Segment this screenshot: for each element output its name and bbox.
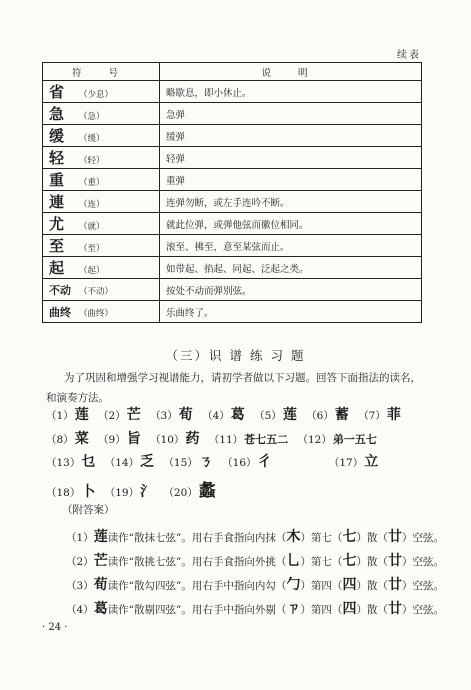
symbol-cell	[43, 125, 160, 147]
answer-item: （2）芒读作“散挑七弦”。用右手食指向外挑（乚）第七（七）散（廿）空弦。	[66, 553, 444, 569]
table-row	[43, 125, 422, 147]
table-row	[43, 213, 422, 235]
explanation-cell: 重弹	[160, 169, 422, 191]
symbol-cell	[43, 103, 160, 125]
table-row	[43, 81, 422, 103]
table-row	[43, 169, 422, 191]
explanation-cell: 轻弹	[160, 147, 422, 169]
symbol-cell	[43, 279, 160, 301]
question-item: （9）旨	[98, 431, 141, 447]
jianzi-glyph: 缓	[49, 127, 65, 145]
jianzi-glyph: 不动	[49, 283, 71, 297]
jianzi-glyph: 轻	[49, 149, 65, 167]
explanation-cell: 乐曲终了。	[160, 301, 422, 323]
jianzi-glyph: 急	[49, 105, 65, 123]
symbol-reading: （起）	[79, 266, 105, 276]
symbol-table	[42, 62, 422, 323]
question-item: （8）菜	[46, 431, 89, 447]
symbol-cell	[43, 257, 160, 279]
question-item: （1）莲	[46, 407, 89, 423]
question-item: （4）葛	[202, 407, 245, 423]
question-item: （20）蠡	[163, 481, 216, 501]
table-row	[43, 191, 422, 213]
jianzi-glyph: 至	[49, 237, 65, 255]
explanation-cell: 就此位弹，或弹他弦而徽位相同。	[160, 213, 422, 235]
symbol-cell	[43, 191, 160, 213]
question-item: （15）ㄋ	[163, 454, 213, 470]
table-row	[43, 103, 422, 125]
header-explanation: 说 明	[160, 63, 422, 81]
question-item: （12）弟一五七	[297, 433, 377, 446]
question-item: （6）蓄	[306, 407, 349, 423]
question-item: （5）莲	[254, 407, 297, 423]
symbol-reading: （至）	[79, 244, 105, 254]
symbol-reading: （重）	[79, 178, 105, 188]
table-row	[43, 301, 422, 323]
symbol-reading: （缓）	[79, 134, 105, 144]
symbol-reading: （少息）	[79, 90, 114, 100]
jianzi-glyph: 起	[49, 259, 65, 277]
question-line-4	[46, 476, 222, 501]
symbol-cell	[43, 147, 160, 169]
continued-label: 续表	[397, 50, 421, 61]
question-item: （16）彳	[222, 454, 272, 470]
question-item: （13）乜	[46, 454, 96, 470]
answer-item: （3）荀读作“散勾四弦”。用右手中指向内勾（勹）第四（四）散（廿）空弦。	[66, 577, 444, 593]
intro-paragraph: 为了巩固和增强学习视谱能力，请初学者做以下习题。回答下面指法的读名，和演奏方法。	[46, 372, 421, 404]
table-row	[43, 235, 422, 257]
question-item: （11）苍七五二	[208, 433, 289, 446]
answer-item: （1）莲读作“散抹七弦”。用右手食指向内抹（木）第七（七）散（廿）空弦。	[66, 529, 444, 545]
jianzi-glyph: 尤	[49, 215, 65, 233]
jianzi-glyph: 曲终	[49, 305, 71, 319]
question-item: （7）菲	[358, 407, 401, 423]
symbol-reading: （不动）	[79, 286, 114, 297]
table-row	[43, 257, 422, 279]
table-header-row	[43, 63, 422, 81]
explanation-cell: 如带起、掐起、同起、泛起之类。	[160, 257, 422, 279]
jianzi-glyph: 省	[49, 83, 65, 101]
symbol-cell	[43, 81, 160, 103]
page-number: · 24 ·	[42, 622, 68, 633]
answer-item: （4）葛读作“散剔四弦”。用右手中指向外剔（ㄗ）第四（四）散（廿）空弦。	[66, 601, 444, 617]
symbol-reading: （轻）	[79, 156, 105, 166]
symbol-reading: （急）	[79, 112, 105, 122]
section-title: （三）识 谱 练 习 题	[165, 348, 306, 363]
symbol-reading: （连）	[79, 200, 105, 210]
question-line-3	[46, 451, 384, 471]
question-line-1	[46, 404, 407, 424]
question-item: （17）立	[328, 454, 379, 470]
question-item: （2）芒	[98, 407, 141, 423]
explanation-cell: 急弹	[160, 103, 422, 125]
question-line-2	[46, 428, 383, 448]
jianzi-glyph: 連	[49, 193, 65, 211]
explanation-cell: 按处不动而弹别弦。	[160, 279, 422, 301]
question-item: （3）荀	[150, 407, 193, 423]
table-row	[43, 147, 422, 169]
question-item: （18）卜	[46, 484, 96, 500]
symbol-cell	[43, 235, 160, 257]
explanation-cell: 略歇息，即小休止。	[160, 81, 422, 103]
table-row	[43, 279, 422, 301]
jianzi-glyph: 重	[49, 171, 65, 189]
header-symbol: 符 号	[43, 63, 160, 81]
symbol-cell	[43, 301, 160, 323]
symbol-reading: （曲终）	[79, 308, 114, 319]
question-item: （14）乏	[104, 454, 155, 470]
symbol-cell	[43, 169, 160, 191]
explanation-cell: 滚至、拂至，意至某弦而止。	[160, 235, 422, 257]
symbol-cell	[43, 213, 160, 235]
question-item: （10）药	[150, 431, 200, 447]
explanation-cell: 缓弹	[160, 125, 422, 147]
answers-heading: （附答案）	[62, 504, 115, 516]
symbol-reading: （就）	[79, 222, 105, 232]
question-item: （19）氵	[104, 484, 155, 500]
explanation-cell: 连弹勿断，或左手连吟不断。	[160, 191, 422, 213]
